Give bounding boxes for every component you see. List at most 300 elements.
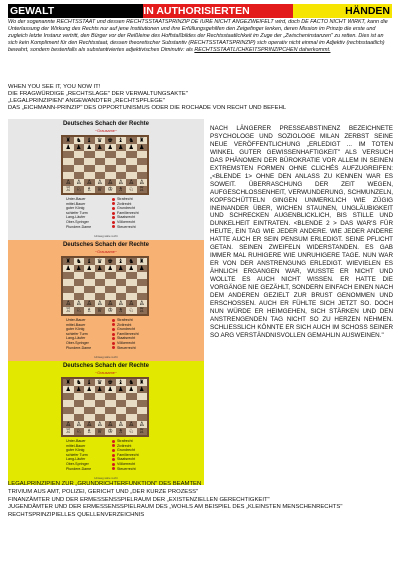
chess-square [105, 293, 116, 300]
legend-piece-label: guter König [66, 448, 85, 453]
chess-square [105, 300, 116, 307]
chess-piece-icon: ♘ [128, 427, 134, 435]
chess-piece-icon: ♔ [107, 185, 113, 193]
chess-square [116, 165, 127, 172]
chess-piece-icon: ♟ [139, 143, 145, 151]
chess-piece-icon: ♟ [139, 385, 145, 393]
chess-square [126, 158, 137, 165]
chess-square [126, 151, 137, 158]
chess-square [84, 421, 95, 428]
chess-square [95, 179, 106, 186]
chess-square [63, 165, 74, 172]
chess-piece-icon: ♟ [107, 264, 113, 272]
chess-square [137, 186, 148, 193]
intro-main-text: Wo der sogenannte RECHTSSTAAT und dessen RECHTSSTAATSPRINZIP DE IURE NICHT ANGEZWEIFELT wird, doch DE FACTO NICHT WIRKT, kann die Unterlassung der Wirkung des Rechts nur auf jene Institutionen und ihre Erfüllungsgehilfen den Zeigefinger lenken, deren Mission im Prinzip die erste und zugleich letzte Instanz vertritt, den Bürger vor der Reißleine des Hoffstaßbildes der Rechtsstaatlichkeit im Zuge der „Zwischeninstanzen" zu retten. Dies ist an sich kein Kompliment für den Rechtsstaat, dessen theoretischer Substantiv (RECHTSSTAATSPRINZIP) sich operativ nicht einmal im Adjektiv (rechtsstaatlich) bewahrt, sondern bestenfalls als substantiviertes adjektivisches Diminutiv: als [8, 19, 388, 54]
chess-piece-icon: ♙ [118, 420, 124, 428]
chess-square [84, 272, 95, 279]
chess-square [116, 393, 127, 400]
chess-square [116, 186, 127, 193]
chess-piece-icon: ♟ [86, 385, 92, 393]
legend-piece-label: Lang-Läufer [66, 215, 86, 220]
chess-square [105, 407, 116, 414]
chess-piece-icon: ♙ [76, 420, 82, 428]
chess-square [95, 172, 106, 179]
chess-square [126, 300, 137, 307]
chess-piece-icon: ♟ [86, 143, 92, 151]
chess-square [105, 272, 116, 279]
chess-square [95, 279, 106, 286]
chess-square [95, 386, 106, 393]
chess-square [126, 144, 137, 151]
chess-piece-icon: ♘ [76, 306, 82, 314]
chess-panel-footer: Hinweg wäre recht [94, 234, 118, 238]
chess-square [63, 386, 74, 393]
chess-panel-footer: Hinweg wäre recht [94, 476, 118, 480]
chess-square [126, 272, 137, 279]
chess-piece-icon: ♗ [86, 306, 92, 314]
bottom-line-1: LEGALPRINZIPIEN ZUR „GRUNDRICHTERFUNKTION" DES BEAMTEN [8, 481, 202, 487]
bullet-dot-icon [112, 337, 115, 340]
legend-law-label: Strafrecht [117, 318, 133, 322]
chess-square [74, 407, 85, 414]
chess-piece-icon: ♟ [76, 385, 82, 393]
bullet-dot-icon [112, 328, 115, 331]
chess-square [116, 400, 127, 407]
chess-square [105, 165, 116, 172]
chess-board [61, 377, 149, 437]
chess-piece-icon: ♙ [65, 299, 71, 307]
chess-panel-subtitle: ~Grausame~ [94, 371, 118, 375]
chess-square [126, 265, 137, 272]
legend-law-label: Grundrecht [117, 206, 135, 211]
chess-square [74, 293, 85, 300]
chess-square [126, 137, 137, 144]
legend-law-label: Staatsrecht [117, 457, 136, 462]
chess-square [126, 386, 137, 393]
chess-square [105, 151, 116, 158]
bullet-dot-icon [112, 212, 115, 215]
chess-square [105, 428, 116, 435]
legend-piece-label: Plundere-Dame [66, 224, 92, 229]
chess-square [126, 286, 137, 293]
chess-piece-icon: ♘ [128, 306, 134, 314]
bottom-line-5: RECHTSPRINZIPIELLES QUELLENVERZEICHNIS [8, 512, 145, 519]
chess-square [63, 137, 74, 144]
chess-square [105, 279, 116, 286]
chess-panel-3 [8, 361, 204, 485]
chess-piece-icon: ♞ [128, 378, 134, 386]
legend-row [66, 467, 176, 472]
chess-piece-icon: ♙ [107, 299, 113, 307]
chess-square [126, 293, 137, 300]
chess-panel-title: Deutsches Schach der Rechte [62, 121, 150, 127]
chess-square [74, 300, 85, 307]
chess-square [137, 379, 148, 386]
chess-square [105, 421, 116, 428]
legend-law-label: Steuerrecht [117, 466, 136, 471]
legend-piece-label: Plundere-Dame [66, 345, 92, 350]
chess-square [95, 151, 106, 158]
chess-square [95, 165, 106, 172]
chess-square [74, 421, 85, 428]
chess-piece-icon: ♗ [118, 185, 124, 193]
bullet-dot-icon [112, 458, 115, 461]
chess-square [95, 137, 106, 144]
chess-piece-icon: ♖ [65, 306, 71, 314]
chess-square [74, 272, 85, 279]
legend-law-label: Völkerrecht [117, 219, 136, 224]
chess-square [74, 428, 85, 435]
chess-square [84, 428, 95, 435]
chess-piece-icon: ♘ [128, 185, 134, 193]
chess-piece-icon: ♝ [118, 136, 124, 144]
chess-piece-icon: ♔ [107, 427, 113, 435]
chess-piece-icon: ♟ [65, 143, 71, 151]
chess-piece-icon: ♟ [118, 385, 124, 393]
chess-piece-icon: ♕ [97, 306, 103, 314]
title-part-2: IN AUTHORISIERTEN [143, 4, 292, 18]
bottom-line-4: JUGENDÄMTER UND DER ERMESSENSSPIELRAUM DES „WOHLS AM BEISPIEL DES „KLEINSTEN MENSCHENRECHTS" [8, 504, 343, 511]
chess-piece-icon: ♗ [118, 427, 124, 435]
bullet-dot-icon [112, 333, 115, 336]
legend-piece-label: Unter-Bauer [66, 318, 86, 322]
chess-square [95, 428, 106, 435]
chess-square [116, 300, 127, 307]
bullet-dot-icon [112, 449, 115, 452]
legend-law-label: Grundrecht [117, 327, 135, 332]
chess-square [105, 179, 116, 186]
chess-square [116, 279, 127, 286]
bullet-dot-icon [112, 319, 115, 322]
chess-square [74, 265, 85, 272]
chess-square [63, 421, 74, 428]
chess-panel-footer: Hinweg wäre recht [94, 355, 118, 359]
chess-square [105, 400, 116, 407]
chess-square [137, 407, 148, 414]
legend-piece-label: Ober-Springer [66, 340, 89, 345]
bullet-dot-icon [112, 440, 115, 443]
chess-piece-icon: ♗ [86, 427, 92, 435]
chess-piece-icon: ♙ [97, 178, 103, 186]
legend-row [66, 225, 176, 230]
chess-square [63, 179, 74, 186]
chess-piece-icon: ♝ [118, 257, 124, 265]
chess-piece-icon: ♟ [128, 385, 134, 393]
chess-square [95, 421, 106, 428]
bullet-dot-icon [112, 323, 115, 326]
chess-piece-icon: ♙ [118, 178, 124, 186]
chess-square [116, 137, 127, 144]
chess-square [116, 258, 127, 265]
chess-square [137, 144, 148, 151]
chess-square [95, 272, 106, 279]
chess-square [63, 407, 74, 414]
chess-board [61, 256, 149, 316]
chess-square [116, 421, 127, 428]
legend-right [112, 467, 136, 472]
chess-square [84, 307, 95, 314]
chess-square [126, 172, 137, 179]
chess-piece-icon: ♟ [97, 264, 103, 272]
chess-square [137, 428, 148, 435]
chess-square [137, 279, 148, 286]
chess-piece-icon: ♞ [76, 136, 82, 144]
bullet-dot-icon [112, 198, 115, 201]
chess-piece-icon: ♖ [139, 427, 145, 435]
chess-square [126, 258, 137, 265]
chess-square [63, 265, 74, 272]
chess-square [74, 258, 85, 265]
chess-square [126, 307, 137, 314]
chess-square [84, 286, 95, 293]
legend-law-label: Grundrecht [117, 448, 135, 453]
legend-piece-label: mittel-Bauer [66, 201, 86, 206]
chess-square [126, 414, 137, 421]
chess-square [63, 279, 74, 286]
legend-piece-label: Unter-Bauer [66, 439, 86, 443]
chess-square [95, 300, 106, 307]
article-body-text: NACH LÄNGERER PRESSEABSTINENZ BEZEICHNETE PSYCHOLOGE UND SOZIOLOGE MILAN ZERBST SEINE NEUE VERÖFFENTLICHUNG „ERLEDIGT ... IM TOTEN WINKEL GUTER GEWISSENHAFTIGKEIT" ALS VERSUCH DAS PHÄNOMEN DER BÜROKRATIE VOR ALLEM IN SEINEN EXTREMSTEN FORMEN OHNE CLICHÉS AUFZUGREIFEN: „<BLENDE 1> OHNE DEN ANLASS ZU KENNEN WAR ES SOWEIT. ÜBERRASCHUNG DER ZEIT WEGEN, AUFGESCHLOSSENHEIT, VERWUNDERUNG, SCHMUNZELN, KOPFSCHÜTTELN GINGEN UNMERKLICH WIE ZÜGIG INEINANDER ÜBER, WICHEN STAUNEN, UNGLÄUBIGKEIT UND SCHRECKEN AUGENBLICKLICH, BIS STILLE UND DUNKELHEIT EINTRATEN. <BLENDE 2 > DAS WAR'S FÜR HEUTE, EIN TAG WIE JEDER ANDERE. WIE JEDER ANDERE HATTE AUCH ER SEIN PENSUM ERLEDIGT. SEINE PFLICHT GETAN. SEINEN ZWEIFELN WIDERSTANDEN. ES GAB IMMER MAL RUHIGERE WIE UNRUHIGERE TAGE. NUN WAR ER VON DER ANSTRENGUNG ERLEDIGT. WIEVIELEN ES ÄHNLICH ERGANGEN WAR, WUSSTE ER NICHT UND WOLLTE ES AUCH NICHT WISSEN. ER HATTE DIE VORGÄNGE NIE GEZÄHLT, SONDERN EINFACH EINEN NACH DEM ANDEREN GEZIELT ZUR BRUST GENOMMEN UND ERSCHOSSEN. AUCH ER FÜHLTE SICH JETZT SO. DOCH NUN WÜRDE ER HEIMGEHEN, SICH STÄRKEN UND DEN ANSTRENGENDEN TAG NICHT SO ZU HERZEN NEHMEN. SCHLIESSLICH KÖNNTE ER SICH AUCH IM SCHOSS SEINER SO ARG VERSTÄNDNISVOLLEN GEMAHLIN AUSWEINEN." [210, 125, 393, 339]
bottom-line-3: FINANZÄMTER UND DER ERMESSENSSPIELRAUM DER „EXISTENZIELLEN GERECHTIGKEIT" [8, 496, 270, 503]
legend-piece-label: mittel-Bauer [66, 322, 86, 327]
chess-square [126, 393, 137, 400]
chess-piece-icon: ♚ [107, 378, 113, 386]
chess-square [74, 286, 85, 293]
chess-piece-icon: ♙ [118, 299, 124, 307]
chess-square [95, 307, 106, 314]
headline-3: „LEGALPRINZIPIEN" ANGEWANDTER „RECHTSPFLEGE" [8, 98, 165, 104]
chess-legend [66, 197, 176, 229]
chess-square [126, 279, 137, 286]
chess-piece-icon: ♟ [86, 264, 92, 272]
chess-panel-1 [8, 119, 204, 243]
chess-square [116, 293, 127, 300]
chess-square [105, 393, 116, 400]
legend-law-label: Strafrecht [117, 197, 133, 201]
chess-piece-icon: ♝ [86, 136, 92, 144]
chess-square [105, 258, 116, 265]
chess-piece-icon: ♙ [128, 420, 134, 428]
chess-panel-subtitle: ~Grausame~ [94, 250, 118, 254]
chess-panel-title: Deutsches Schach der Rechte [62, 242, 150, 248]
chess-square [63, 414, 74, 421]
chess-square [63, 158, 74, 165]
chess-piece-icon: ♙ [97, 420, 103, 428]
legend-law-label: Zivilrecht [117, 322, 132, 327]
legend-law-label: Familienrecht [117, 210, 139, 215]
chess-piece-icon: ♙ [107, 178, 113, 186]
chess-square [84, 414, 95, 421]
chess-piece-icon: ♕ [97, 427, 103, 435]
chess-piece-icon: ♙ [76, 178, 82, 186]
chess-piece-icon: ♖ [139, 185, 145, 193]
legend-law-label: Steuerrecht [117, 345, 136, 350]
chess-square [95, 379, 106, 386]
chess-square [137, 386, 148, 393]
chess-piece-icon: ♖ [139, 306, 145, 314]
chess-square [84, 407, 95, 414]
chess-piece-icon: ♝ [86, 257, 92, 265]
chess-square [74, 386, 85, 393]
chess-piece-icon: ♙ [65, 420, 71, 428]
chess-piece-icon: ♟ [107, 143, 113, 151]
bullet-dot-icon [112, 342, 115, 345]
chess-square [116, 265, 127, 272]
chess-square [116, 407, 127, 414]
chess-piece-icon: ♗ [86, 185, 92, 193]
chess-piece-icon: ♘ [76, 185, 82, 193]
chess-piece-icon: ♟ [128, 264, 134, 272]
headline-2: DIE FRAGWÜRDIGE „RECHTSLAGE" DER VERWALTUNGSAKTE" [8, 91, 188, 97]
chess-square [126, 379, 137, 386]
chess-square [63, 272, 74, 279]
chess-square [137, 151, 148, 158]
chess-piece-icon: ♛ [97, 257, 103, 265]
chess-piece-icon: ♟ [107, 385, 113, 393]
chess-square [137, 137, 148, 144]
chess-square [105, 158, 116, 165]
chess-square [74, 414, 85, 421]
chess-square [84, 179, 95, 186]
legend-law-label: Steuerrecht [117, 224, 136, 229]
chess-piece-icon: ♟ [97, 385, 103, 393]
chess-square [137, 400, 148, 407]
legend-piece-label: Ober-Springer [66, 219, 89, 224]
chess-square [126, 179, 137, 186]
legend-right [112, 225, 136, 230]
chess-piece-icon: ♟ [65, 264, 71, 272]
chess-square [63, 258, 74, 265]
chess-square [84, 137, 95, 144]
chess-piece-icon: ♟ [65, 385, 71, 393]
chess-piece-icon: ♜ [139, 378, 145, 386]
chess-square [116, 179, 127, 186]
chess-square [84, 379, 95, 386]
chess-piece-icon: ♜ [65, 136, 71, 144]
chess-square [95, 144, 106, 151]
legend-law-label: Staatsrecht [117, 336, 136, 341]
legend-piece-label: guter König [66, 206, 85, 211]
legend-piece-label: schiefer Turm [66, 210, 88, 215]
chess-square [84, 258, 95, 265]
chess-piece-icon: ♔ [107, 306, 113, 314]
bullet-dot-icon [112, 346, 115, 349]
title-part-1: GEWALT [8, 4, 143, 18]
chess-square [84, 386, 95, 393]
chess-square [74, 165, 85, 172]
chess-square [84, 265, 95, 272]
chess-piece-icon: ♙ [86, 178, 92, 186]
chess-square [116, 386, 127, 393]
chess-piece-icon: ♙ [86, 420, 92, 428]
title-bar [8, 4, 392, 18]
legend-law-label: Völkerrecht [117, 461, 136, 466]
chess-panel-subtitle: ~Grausame~ [94, 129, 118, 133]
chess-piece-icon: ♙ [128, 299, 134, 307]
chess-piece-icon: ♜ [139, 257, 145, 265]
chess-square [137, 179, 148, 186]
chess-panel-2 [8, 240, 204, 364]
chess-square [84, 158, 95, 165]
legend-law-label: Familienrecht [117, 331, 139, 336]
bullet-dot-icon [112, 454, 115, 457]
chess-square [95, 400, 106, 407]
chess-square [137, 158, 148, 165]
chess-piece-icon: ♟ [118, 264, 124, 272]
chess-square [137, 265, 148, 272]
chess-square [84, 393, 95, 400]
legend-right [112, 346, 136, 351]
chess-square [137, 165, 148, 172]
chess-square [105, 386, 116, 393]
legend-piece-label: Ober-Springer [66, 461, 89, 466]
chess-square [84, 165, 95, 172]
chess-square [63, 151, 74, 158]
chess-piece-icon: ♝ [118, 378, 124, 386]
chess-square [74, 307, 85, 314]
chess-square [137, 300, 148, 307]
chess-square [63, 286, 74, 293]
chess-piece-icon: ♞ [76, 378, 82, 386]
chess-square [74, 151, 85, 158]
chess-square [84, 300, 95, 307]
chess-square [105, 379, 116, 386]
chess-square [126, 400, 137, 407]
legend-law-label: Familienrecht [117, 452, 139, 457]
chess-square [63, 186, 74, 193]
chess-piece-icon: ♖ [65, 427, 71, 435]
chess-piece-icon: ♟ [139, 264, 145, 272]
chess-square [105, 286, 116, 293]
chess-square [116, 158, 127, 165]
chess-square [105, 172, 116, 179]
chess-square [84, 186, 95, 193]
legend-piece-label: Lang-Läufer [66, 336, 86, 341]
chess-piece-icon: ♟ [76, 264, 82, 272]
chess-square [74, 137, 85, 144]
chess-square [116, 286, 127, 293]
bullet-dot-icon [112, 444, 115, 447]
chess-square [116, 172, 127, 179]
chess-piece-icon: ♕ [97, 185, 103, 193]
bullet-dot-icon [112, 207, 115, 210]
chess-piece-icon: ♟ [128, 143, 134, 151]
chess-square [95, 286, 106, 293]
chess-square [84, 293, 95, 300]
chess-square [84, 151, 95, 158]
chess-piece-icon: ♙ [65, 178, 71, 186]
chess-piece-icon: ♟ [118, 143, 124, 151]
chess-piece-icon: ♙ [139, 420, 145, 428]
chess-piece-icon: ♙ [76, 299, 82, 307]
chess-square [84, 279, 95, 286]
chess-square [84, 400, 95, 407]
bullet-dot-icon [112, 463, 115, 466]
chess-square [126, 407, 137, 414]
chess-square [95, 186, 106, 193]
chess-square [74, 379, 85, 386]
chess-piece-icon: ♚ [107, 257, 113, 265]
chess-square [105, 307, 116, 314]
legend-law-label: Zivilrecht [117, 443, 132, 448]
chess-piece-icon: ♙ [139, 178, 145, 186]
chess-piece-icon: ♟ [97, 143, 103, 151]
chess-piece-icon: ♞ [128, 257, 134, 265]
chess-piece-icon: ♙ [97, 299, 103, 307]
chess-square [95, 414, 106, 421]
chess-square [137, 272, 148, 279]
legend-row [66, 346, 176, 351]
